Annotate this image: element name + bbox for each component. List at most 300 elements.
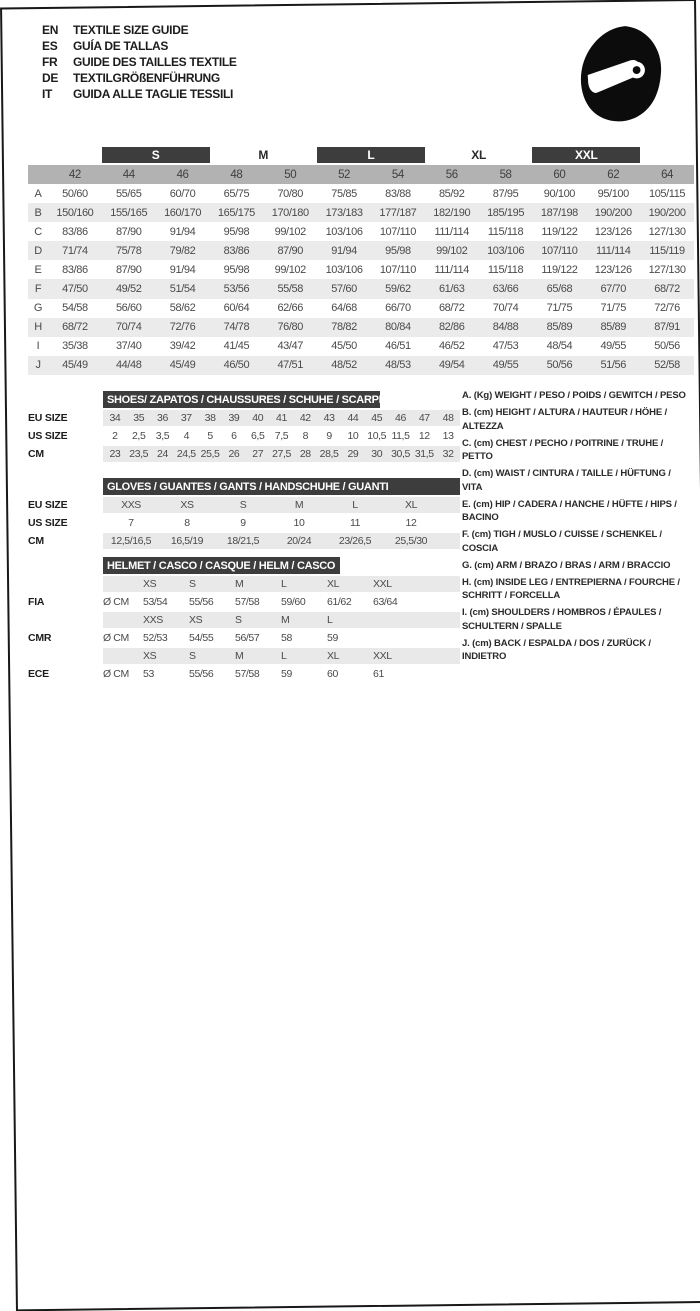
size-column-header: 42	[68, 168, 81, 181]
helmet-size-header: M	[281, 614, 290, 626]
size-cell: 68/72	[654, 283, 680, 296]
gloves-cell: XS	[180, 499, 194, 511]
size-cell: 103/106	[325, 225, 363, 238]
size-cell: 111/114	[434, 225, 469, 238]
gloves-table-title: GLOVES / GUANTES / GANTS / HANDSCHUHE / GUANTI	[103, 478, 460, 495]
shoes-cell: 24	[157, 448, 168, 460]
row-label: US SIZE	[28, 430, 68, 442]
shoes-cell: 8	[302, 430, 309, 442]
size-cell: 50/56	[654, 340, 680, 353]
size-cell: 87/91	[654, 321, 680, 334]
size-cell: 68/72	[62, 321, 88, 334]
shoes-cell: 2,5	[131, 430, 146, 442]
size-cell: 83/86	[62, 225, 88, 238]
language-title: GUIDA ALLE TAGLIE TESSILI	[73, 87, 234, 101]
textile-size-table	[28, 147, 694, 375]
size-cell: 65/75	[223, 187, 250, 200]
row-label: CM	[28, 448, 44, 460]
size-cell: 83/86	[223, 244, 250, 257]
helmet-size-header: L	[281, 578, 287, 590]
language-row	[42, 86, 237, 102]
shoes-cell: 30,5	[391, 448, 410, 460]
gloves-cell: 9	[240, 517, 246, 529]
size-row-label: I	[36, 340, 40, 353]
size-row	[28, 184, 694, 203]
language-code: IT	[42, 87, 53, 101]
size-cell: 52/58	[654, 359, 680, 372]
size-cell: 48/53	[385, 359, 411, 372]
size-cell: 105/115	[648, 187, 686, 200]
size-row	[28, 203, 694, 222]
size-column-header: 62	[607, 168, 620, 181]
size-cell: 45/49	[169, 359, 196, 372]
language-row	[42, 38, 237, 54]
helmet-standard-label: ECE	[28, 668, 49, 680]
language-title: TEXTILE SIZE GUIDE	[73, 23, 189, 37]
gloves-cell: 18/21,5	[226, 535, 260, 547]
size-row-label: B	[34, 206, 42, 219]
size-cell: 55/58	[277, 283, 303, 296]
helmet-size-header: M	[235, 578, 244, 590]
size-cell: 44/48	[115, 359, 142, 372]
size-group-xxl: XXL	[532, 147, 640, 163]
shoes-cell: 25,5	[200, 448, 220, 460]
size-cell: 82/86	[438, 321, 465, 334]
language-code: DE	[42, 71, 59, 85]
size-cell: 83/86	[62, 263, 88, 276]
shoes-cell: 24,5	[176, 448, 196, 460]
size-cell: 72/76	[169, 321, 196, 334]
size-cell: 103/106	[487, 244, 525, 257]
shoes-cell: 13	[442, 430, 454, 442]
size-cell: 127/130	[648, 225, 686, 238]
shoes-cell: 32	[442, 448, 454, 460]
size-cell: 111/114	[434, 263, 469, 276]
helmet-sizes-row	[103, 648, 460, 664]
diameter-unit-label: Ø CM	[103, 632, 129, 644]
size-cell: 61/63	[438, 283, 465, 296]
size-cell: 90/100	[543, 187, 576, 200]
size-column-header: 58	[499, 168, 512, 181]
size-cell: 170/180	[271, 206, 309, 219]
helmet-cell: 59	[281, 668, 292, 680]
size-cell: 46/51	[385, 340, 411, 353]
size-cell: 70/74	[115, 321, 142, 334]
language-title: GUIDE DES TAILLES TEXTILE	[73, 55, 237, 69]
language-header	[42, 22, 237, 102]
language-row	[42, 54, 237, 70]
size-cell: 71/75	[546, 302, 573, 315]
size-cell: 66/70	[385, 302, 411, 315]
legend-item: E. (cm) HIP / CADERA / HANCHE / HÜFTE / HIPS / BACINO	[462, 498, 677, 523]
size-group-xl: XL	[471, 148, 487, 162]
size-column-header: 46	[176, 168, 189, 181]
size-cell: 91/94	[331, 244, 357, 257]
helmet-unit-spacer	[103, 612, 143, 628]
size-cell: 51/56	[600, 359, 626, 372]
shoes-row	[103, 428, 460, 444]
helmet-cell: 59/60	[281, 596, 306, 608]
size-cell: 43/47	[277, 340, 303, 353]
helmet-standard-label: FIA	[28, 596, 45, 608]
gloves-table	[28, 478, 460, 549]
helmet-size-header: XL	[327, 650, 340, 662]
gloves-cell: 11	[349, 517, 361, 529]
size-cell: 87/90	[115, 225, 142, 238]
size-cell: 85/89	[600, 321, 626, 334]
size-cell: 70/80	[277, 187, 303, 200]
gloves-cell: 7	[128, 517, 134, 529]
size-cell: 115/119	[649, 244, 685, 257]
size-cell: 65/68	[546, 283, 573, 296]
size-cell: 95/98	[223, 263, 250, 276]
size-cell: 39/42	[169, 340, 196, 353]
shoes-row	[103, 446, 460, 462]
shoes-cell: 44	[347, 412, 359, 424]
shoes-cell: 35	[133, 412, 145, 424]
size-cell: 85/89	[546, 321, 573, 334]
size-cell: 107/110	[379, 263, 416, 276]
shoes-cell: 37	[180, 412, 192, 424]
helmet-values-row	[103, 594, 460, 610]
size-cell: 123/126	[594, 225, 632, 238]
size-cell: 119/122	[541, 263, 578, 276]
shoes-cell: 48	[442, 412, 454, 424]
row-label-spacer	[28, 478, 103, 495]
size-column-header: 48	[230, 168, 243, 181]
size-cell: 83/88	[385, 187, 411, 200]
helmet-values-row	[103, 630, 460, 646]
gloves-cell: 10	[293, 517, 305, 529]
size-cell: 99/102	[436, 244, 468, 257]
size-cell: 177/187	[379, 206, 417, 219]
legend-item: D. (cm) WAIST / CINTURA / TAILLE / HÜFTUNG / VITA	[462, 468, 671, 493]
shoes-cell: 26	[228, 448, 240, 460]
language-code: ES	[42, 39, 58, 53]
helmet-cell: 63/64	[373, 596, 398, 608]
shoes-cell: 2	[112, 430, 118, 442]
gloves-row	[103, 515, 460, 531]
size-cell: 95/98	[223, 225, 250, 238]
size-row-label: F	[34, 283, 42, 296]
legend-item: A. (Kg) WEIGHT / PESO / POIDS / GEWITCH / PESO	[462, 390, 686, 401]
shoes-cell: 10	[347, 430, 359, 442]
size-cell: 50/56	[546, 359, 573, 372]
gloves-cell: 12	[405, 517, 417, 529]
size-cell: 45/50	[331, 340, 357, 353]
size-column-header: 56	[445, 168, 458, 181]
size-row-label: H	[34, 321, 42, 334]
language-row	[42, 22, 237, 38]
shoes-cell: 30	[371, 448, 383, 460]
row-label: CM	[28, 535, 44, 547]
shoes-cell: 41	[276, 412, 287, 424]
size-row-label: G	[33, 302, 43, 315]
row-label-spacer	[28, 557, 103, 574]
helmet-values-row	[103, 666, 460, 682]
gloves-row	[103, 533, 460, 549]
size-cell: 84/88	[492, 321, 519, 334]
size-cell: 56/60	[115, 302, 142, 315]
helmet-cell: 61	[373, 668, 384, 680]
helmet-standard-label: CMR	[28, 632, 52, 644]
size-cell: 55/65	[115, 187, 142, 200]
size-cell: 75/78	[115, 244, 142, 257]
size-cell: 87/90	[277, 244, 303, 257]
gloves-cell: 20/24	[286, 535, 312, 547]
size-group-l: L	[317, 147, 425, 163]
shoes-cell: 46	[395, 412, 406, 424]
shoes-cell: 11,5	[391, 430, 410, 442]
size-cell: 75/85	[331, 187, 357, 200]
size-cell: 41/45	[223, 340, 250, 353]
size-row-label: A	[34, 187, 42, 200]
size-cell: 103/106	[325, 263, 363, 276]
size-cell: 49/55	[492, 359, 519, 372]
language-code: EN	[42, 23, 59, 37]
helmet-size-header: M	[235, 650, 244, 662]
helmet-cell: 60	[327, 668, 338, 680]
helmet-size-header: XS	[189, 614, 203, 626]
size-group-m: M	[258, 148, 269, 162]
size-cell: 62/66	[277, 302, 303, 315]
size-cell: 190/200	[648, 206, 686, 219]
size-row	[28, 260, 694, 279]
size-cell: 91/94	[169, 263, 196, 276]
row-label-spacer	[28, 648, 103, 664]
size-cell: 58/62	[169, 302, 196, 315]
gloves-cell: 12,5/16,5	[110, 535, 152, 547]
size-cell: 49/55	[600, 340, 626, 353]
size-cell: 48/52	[331, 359, 357, 372]
helmet-size-header: S	[235, 614, 242, 626]
gloves-cell: XXS	[121, 499, 141, 511]
gloves-row	[103, 497, 460, 513]
shoes-table	[28, 391, 460, 462]
helmet-unit-spacer	[103, 648, 143, 664]
legend-item: H. (cm) INSIDE LEG / ENTREPIERNA / FOURCHE / SCHRITT / FORCELLA	[462, 576, 680, 601]
size-cell: 80/84	[385, 321, 411, 334]
size-cell: 49/54	[438, 359, 465, 372]
size-cell: 173/183	[325, 206, 363, 219]
size-cell: 79/82	[169, 244, 196, 257]
size-cell: 107/110	[541, 244, 578, 257]
helmet-table	[28, 557, 460, 682]
size-cell: 63/66	[492, 283, 519, 296]
shoes-cell: 39	[228, 412, 240, 424]
legend-item: B. (cm) HEIGHT / ALTURA / HAUTEUR / HÖHE / ALTEZZA	[462, 407, 667, 432]
size-row	[28, 279, 694, 298]
size-cell: 72/76	[654, 302, 680, 315]
shoes-cell: 4	[183, 430, 190, 442]
size-cell: 50/60	[62, 187, 88, 200]
size-corner-cell	[28, 165, 48, 184]
shoes-cell: 3,5	[155, 430, 170, 442]
diameter-unit-label: Ø CM	[103, 668, 129, 680]
shoes-cell: 34	[109, 412, 121, 424]
shoes-cell: 10,5	[367, 430, 387, 442]
size-cell: 68/72	[438, 302, 465, 315]
size-row	[28, 299, 694, 318]
size-column-header: 52	[338, 168, 351, 181]
size-cell: 99/102	[274, 225, 306, 238]
helmet-cell: 54/55	[189, 632, 214, 644]
helmet-size-header: S	[189, 650, 196, 662]
size-row-label: D	[34, 244, 42, 257]
racing-helmet-icon	[576, 24, 664, 122]
shoes-cell: 40	[252, 412, 264, 424]
gloves-cell: L	[352, 499, 358, 511]
shoes-cell: 31,5	[414, 448, 434, 460]
helmet-size-header: XXS	[143, 614, 163, 626]
shoes-cell: 7,5	[274, 430, 289, 442]
size-cell: 67/70	[600, 283, 626, 296]
legend-item: C. (cm) CHEST / PECHO / POITRINE / TRUHE / PETTO	[462, 437, 664, 462]
helmet-size-header: XS	[143, 578, 157, 590]
helmet-size-header: XS	[143, 650, 157, 662]
size-cell: 74/78	[223, 321, 250, 334]
size-cell: 111/114	[595, 244, 631, 257]
size-row-label: E	[34, 263, 42, 276]
row-label-spacer	[28, 612, 103, 628]
size-cell: 78/82	[331, 321, 357, 334]
shoes-cell: 43	[323, 412, 335, 424]
shoes-cell: 5	[207, 430, 213, 442]
size-cell: 87/90	[115, 263, 142, 276]
shoes-cell: 28	[299, 448, 311, 460]
size-cell: 150/160	[56, 206, 94, 219]
shoes-cell: 9	[326, 430, 332, 442]
shoes-cell: 23	[109, 448, 121, 460]
gloves-cell: XL	[404, 499, 418, 511]
size-cell: 54/58	[62, 302, 88, 315]
helmet-cell: 55/56	[189, 596, 214, 608]
helmet-cell: 56/57	[235, 632, 260, 644]
helmet-unit-spacer	[103, 576, 143, 592]
helmet-sizes-row	[103, 576, 460, 592]
size-cell: 187/198	[540, 206, 578, 219]
size-cell: 47/51	[277, 359, 303, 372]
size-cell: 95/98	[385, 244, 411, 257]
helmet-cell: 55/56	[189, 668, 214, 680]
size-cell: 71/74	[62, 244, 88, 257]
size-column-row	[28, 165, 694, 184]
diameter-unit-label: Ø CM	[103, 596, 129, 608]
size-cell: 123/126	[594, 263, 632, 276]
shoes-cell: 47	[418, 412, 430, 424]
size-cell: 182/190	[433, 206, 471, 219]
size-cell: 76/80	[277, 321, 303, 334]
row-label: US SIZE	[28, 517, 68, 529]
shoes-cell: 27	[252, 448, 264, 460]
size-cell: 95/100	[597, 187, 629, 200]
helmet-table-title: HELMET / CASCO / CASQUE / HELM / CASCO	[103, 557, 340, 574]
size-group-row	[28, 147, 694, 163]
row-label: EU SIZE	[28, 499, 68, 511]
size-cell: 91/94	[169, 225, 196, 238]
size-cell: 49/52	[115, 283, 142, 296]
helmet-cell: 61/62	[327, 596, 352, 608]
size-cell: 190/200	[594, 206, 632, 219]
helmet-size-header: XXL	[373, 650, 392, 662]
shoes-cell: 27,5	[272, 448, 291, 460]
size-cell: 165/175	[217, 206, 255, 219]
helmet-cell: 59	[327, 632, 338, 644]
size-row	[28, 241, 694, 260]
helmet-size-header: S	[189, 578, 196, 590]
size-cell: 57/60	[331, 283, 357, 296]
size-row	[28, 318, 694, 337]
shoes-cell: 12	[418, 430, 430, 442]
size-cell: 60/70	[169, 187, 196, 200]
helmet-size-header: L	[327, 614, 333, 626]
helmet-cell: 53	[143, 668, 154, 680]
gloves-cell: 25,5/30	[394, 535, 428, 547]
size-group-s: S	[102, 147, 210, 163]
helmet-size-header: XL	[327, 578, 340, 590]
size-row	[28, 337, 694, 356]
legend-item: I. (cm) SHOULDERS / HOMBROS / ÉPAULES / SCHULTERN / SPALLE	[462, 607, 662, 632]
size-cell: 127/130	[648, 263, 686, 276]
size-column-header: 50	[284, 168, 297, 181]
size-cell: 119/122	[541, 225, 578, 238]
size-row	[28, 356, 694, 375]
size-cell: 60/64	[223, 302, 250, 315]
size-cell: 155/165	[110, 206, 148, 219]
size-cell: 160/170	[164, 206, 202, 219]
shoes-cell: 6	[231, 430, 237, 442]
shoes-cell: 38	[204, 412, 216, 424]
size-column-header: 44	[122, 168, 135, 181]
size-cell: 51/54	[169, 283, 196, 296]
size-column-header: 60	[553, 168, 566, 181]
language-title: GUÍA DE TALLAS	[73, 39, 169, 53]
size-cell: 115/118	[487, 263, 524, 276]
size-cell: 46/52	[438, 340, 465, 353]
size-row-label: C	[34, 225, 42, 238]
size-cell: 48/54	[546, 340, 573, 353]
shoes-cell: 23,5	[129, 448, 149, 460]
size-column-header: 54	[391, 168, 404, 181]
helmet-cell: 58	[281, 632, 292, 644]
legend-item: J. (cm) BACK / ESPALDA / DOS / ZURÜCK / INDIETRO	[462, 637, 651, 662]
shoes-cell: 36	[157, 412, 168, 424]
size-cell: 47/50	[62, 283, 88, 296]
size-cell: 87/95	[492, 187, 519, 200]
size-row-label: J	[35, 359, 41, 372]
shoes-table-title: SHOES/ ZAPATOS / CHAUSSURES / SCHUHE / SCARPE	[103, 391, 380, 408]
size-cell: 85/92	[438, 187, 465, 200]
size-cell: 46/50	[223, 359, 250, 372]
legend-item: G. (cm) ARM / BRAZO / BRAS / ARM / BRACCIO	[462, 559, 671, 571]
language-row	[42, 70, 237, 86]
helmet-cell: 57/58	[235, 596, 260, 608]
helmet-cell: 53/54	[143, 596, 168, 608]
gloves-cell: S	[239, 499, 247, 511]
shoes-cell: 42	[299, 412, 311, 424]
size-row	[28, 222, 694, 241]
size-cell: 71/75	[600, 302, 626, 315]
size-cell: 99/102	[274, 263, 306, 276]
size-cell: 53/56	[223, 283, 250, 296]
shoes-cell: 6,5	[250, 430, 265, 442]
gloves-cell: M	[294, 499, 304, 511]
size-cell: 37/40	[115, 340, 142, 353]
language-code: FR	[42, 55, 58, 69]
size-cell: 185/195	[487, 206, 525, 219]
measurement-legend	[462, 389, 692, 667]
helmet-sizes-row	[103, 612, 460, 628]
